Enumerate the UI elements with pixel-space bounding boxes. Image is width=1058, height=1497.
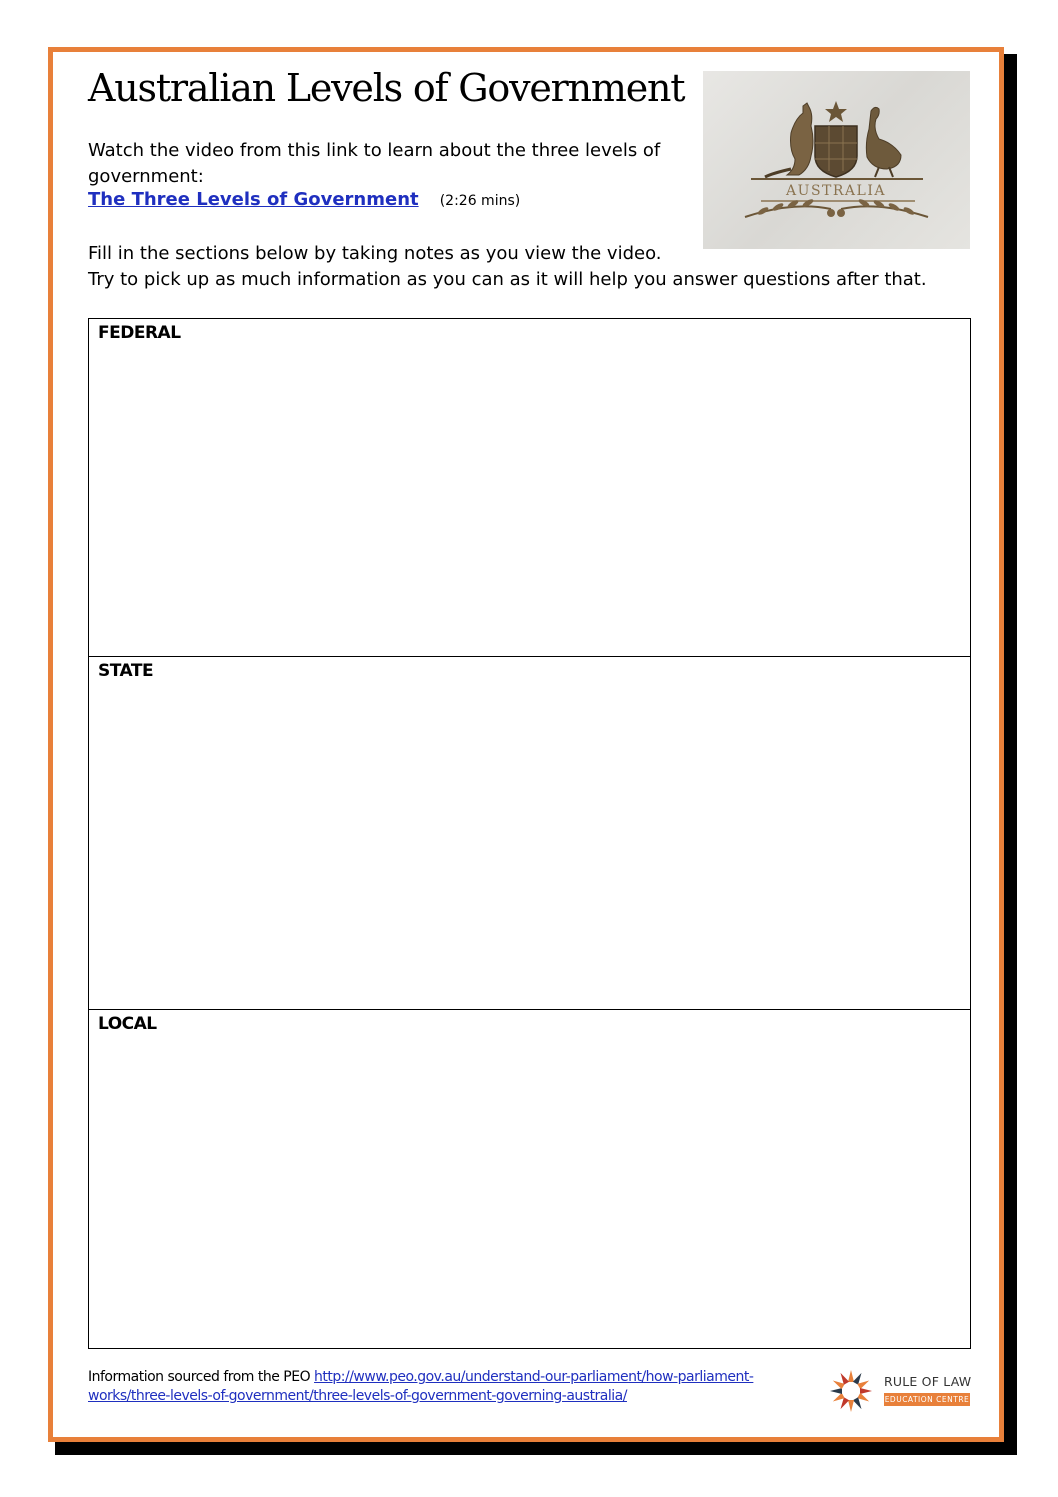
instruction-line: Fill in the sections below by taking notes as you view the video. [88, 243, 662, 264]
video-link[interactable]: The Three Levels of Government [88, 189, 419, 210]
intro-paragraph [88, 138, 668, 190]
page-title: Australian Levels of Government [88, 66, 685, 110]
video-line [88, 189, 520, 210]
source-url-line1: http://www.peo.gov.au/understand-our-parliament/how-parliament- [314, 1369, 754, 1385]
source-prefix: Information sourced from the PEO [88, 1369, 315, 1385]
intro-text: Watch the video from this link to learn about the three levels of government: [88, 140, 661, 187]
logo-subtitle: EDUCATION CENTRE [884, 1395, 970, 1404]
star-burst-logo-icon [828, 1368, 874, 1414]
notes-table [88, 318, 971, 1349]
rule-of-law-logo [828, 1368, 973, 1414]
section-federal[interactable] [89, 319, 970, 657]
section-local[interactable] [89, 1010, 970, 1348]
section-label: LOCAL [98, 1014, 157, 1034]
section-label: FEDERAL [98, 323, 181, 343]
section-state[interactable] [89, 657, 970, 1010]
source-url-line2: works/three-levels-of-government/three-levels-of-government-governing-australia/ [88, 1388, 627, 1404]
coat-of-arms-image [703, 71, 970, 249]
section-label: STATE [98, 661, 154, 681]
coat-of-arms-icon [703, 71, 970, 249]
footer-source [88, 1368, 788, 1406]
video-duration: (2:26 mins) [439, 193, 521, 209]
logo-title: RULE OF LAW [884, 1374, 972, 1389]
coat-of-arms-caption: AUSTRALIA [786, 183, 886, 199]
instruction-line: Try to pick up as much information as you can as it will help you answer questions after that. [88, 269, 927, 290]
